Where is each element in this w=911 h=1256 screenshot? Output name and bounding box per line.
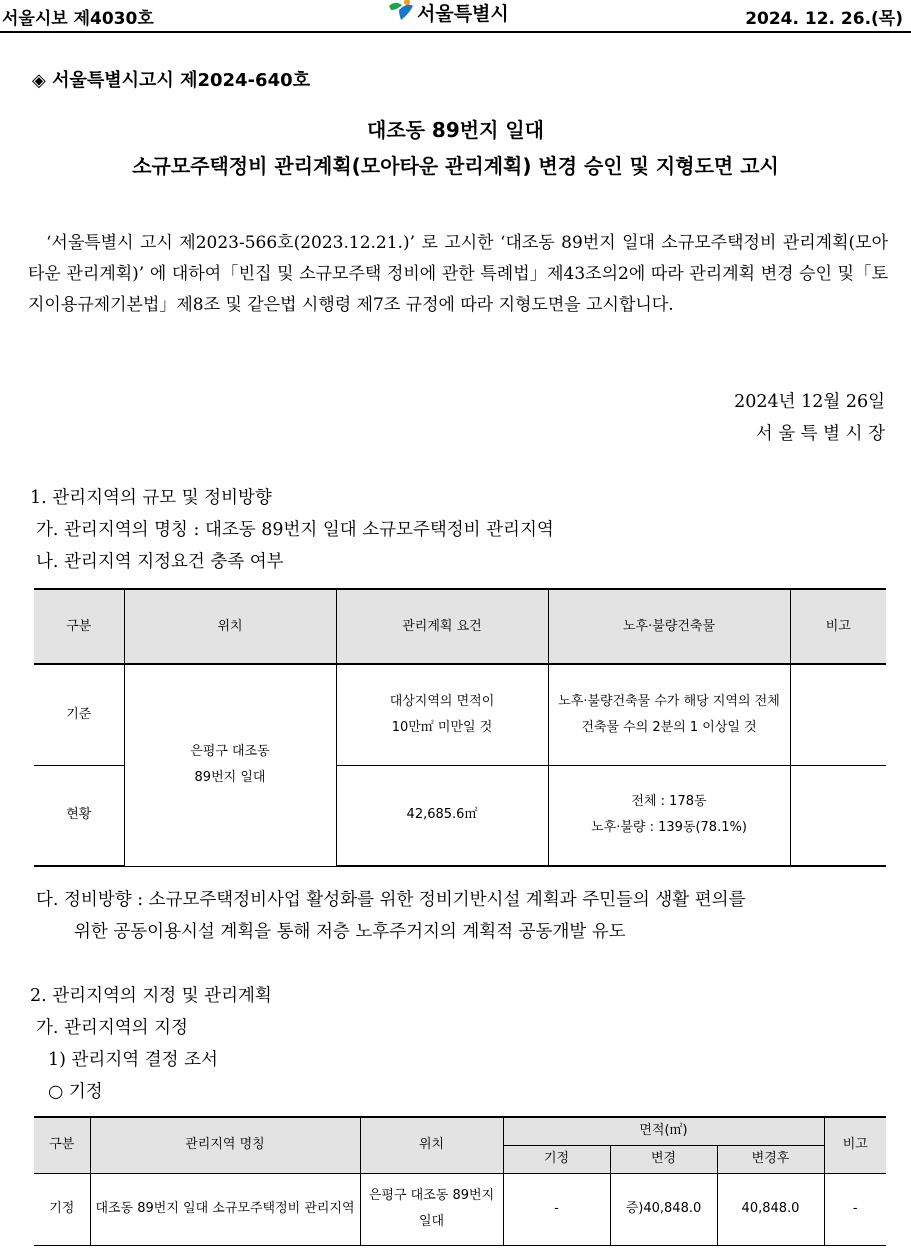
table-header-cell: 위치 xyxy=(360,1117,503,1173)
change-area-cell: 증)40,848.0 xyxy=(610,1173,717,1245)
table-header-cell: 기정 xyxy=(503,1145,610,1173)
section1-item-ga: 가. 관리지역의 명칭 : 대조동 89번지 일대 소규모주택정비 관리지역 xyxy=(36,520,554,540)
location-cell xyxy=(124,664,336,866)
table-row xyxy=(34,1173,886,1245)
requirement-cell xyxy=(336,664,548,765)
decision-record-table xyxy=(34,1116,886,1246)
section1-item-na: 나. 관리지역 지정요건 충족 여부 xyxy=(36,552,284,572)
location-line: 은평구 대조동 89번지 xyxy=(368,1188,495,1203)
building-line: 건축물 수의 2분의 1 이상일 것 xyxy=(581,719,757,735)
table-header-cell: 관리지역 명칭 xyxy=(90,1117,360,1173)
building-cell xyxy=(548,765,790,866)
seoul-logo-icon xyxy=(385,0,415,26)
gubun-cell: 기정 xyxy=(34,1173,90,1245)
building-line: 노후·불량 : 139동(78.1%) xyxy=(591,820,747,836)
row-label: 기준 xyxy=(34,664,124,765)
publication-number: 서울시보 제4030호 xyxy=(2,9,154,29)
table-header-cell: 면적(㎡) xyxy=(503,1117,824,1145)
table-row xyxy=(34,664,886,765)
requirement-line: 42,685.6㎡ xyxy=(406,807,478,823)
after-area-cell: 40,848.0 xyxy=(717,1173,824,1245)
section2-heading: 2. 관리지역의 지정 및 관리계획 xyxy=(30,986,272,1006)
table-header-cell: 노후·불량건축물 xyxy=(548,589,790,664)
location-line: 89번지 일대 xyxy=(194,770,266,786)
table-header-cell: 관리계획 요건 xyxy=(336,589,548,664)
table-header-cell: 비고 xyxy=(790,589,886,664)
signature-authority: 서 울 특 별 시 장 xyxy=(755,424,885,444)
building-line: 노후·불량건축물 수가 해당 지역의 전체 xyxy=(558,693,780,709)
notice-number: ◈ 서울특별시고시 제2024-640호 xyxy=(32,70,311,91)
requirement-line: 10만㎡ 미만일 것 xyxy=(391,719,493,735)
section1-item-da: 다. 정비방향 : 소규모주택정비사업 활성화를 위한 정비기반시설 계획과 주민들의 생활 편의를 xyxy=(36,890,746,910)
header-divider xyxy=(0,31,911,33)
existing-area-cell: - xyxy=(503,1173,610,1245)
table-header-cell: 비고 xyxy=(824,1117,886,1173)
name-cell: 대조동 89번지 일대 소규모주택정비 관리지역 xyxy=(90,1173,360,1245)
section2-item-ga: 가. 관리지역의 지정 xyxy=(36,1018,188,1038)
table-header-cell: 위치 xyxy=(124,589,336,664)
notice-body: ‘서울특별시 고시 제2023-566호(2023.12.21.)’ 로 고시한 ‘대조동 89번지 일대 소규모주택정비 관리계획(모아타운 관리계획)’ 에 대하여「빈집 및 소규모주택 정비에 관한 특례법」제43조의2에 따라 관리계획 변경 승인 및「토지이용규제기본법」제8조 및 같은법 시행령 제7조 규정에 따라 지형도면을 고시합니다. xyxy=(28,233,888,315)
notice-title-line2: 소규모주택정비 관리계획(모아타운 관리계획) 변경 승인 및 지형도면 고시 xyxy=(132,154,779,178)
table-header-row xyxy=(34,1117,886,1145)
note-cell xyxy=(790,765,886,866)
row-label: 현황 xyxy=(34,765,124,866)
table-header-cell: 구분 xyxy=(34,589,124,664)
notice-title-line1: 대조동 89번지 일대 xyxy=(367,118,544,142)
note-cell: - xyxy=(824,1173,886,1245)
logo-text: 서울특별시 xyxy=(417,2,509,25)
publication-date: 2024. 12. 26.(목) xyxy=(745,9,903,29)
table-header-row xyxy=(34,589,886,664)
location-line: 일대 xyxy=(418,1214,445,1229)
page-header xyxy=(0,0,911,34)
table-header-cell: 변경 xyxy=(610,1145,717,1173)
building-cell xyxy=(548,664,790,765)
requirement-line: 대상지역의 면적이 xyxy=(389,693,495,709)
location-cell xyxy=(360,1173,503,1245)
seoul-logo xyxy=(385,0,509,26)
location-line: 은평구 대조동 xyxy=(190,744,270,760)
building-line: 전체 : 178동 xyxy=(631,794,707,810)
section2-item-circle: ○ 기정 xyxy=(48,1082,103,1102)
table-header-cell: 변경후 xyxy=(717,1145,824,1173)
table-header-cell: 구분 xyxy=(34,1117,90,1173)
section1-item-da-cont: 위한 공동이용시설 계획을 통해 저층 노후주거지의 계획적 공동개발 유도 xyxy=(74,922,626,942)
requirement-cell xyxy=(336,765,548,866)
note-cell xyxy=(790,664,886,765)
section1-heading: 1. 관리지역의 규모 및 정비방향 xyxy=(30,488,272,508)
section2-item-1: 1) 관리지역 결정 조서 xyxy=(48,1050,218,1070)
signature-date: 2024년 12월 26일 xyxy=(734,392,885,412)
designation-requirements-table xyxy=(34,588,886,867)
